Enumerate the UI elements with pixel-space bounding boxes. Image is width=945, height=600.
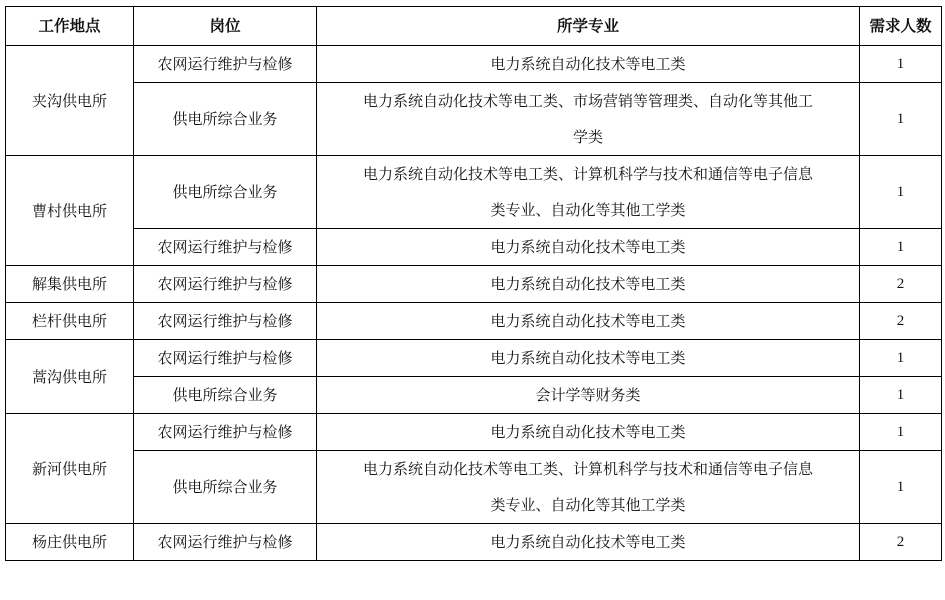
major-cell <box>317 414 860 451</box>
major-line: 类专业、自动化等其他工学类 <box>490 496 686 514</box>
major-line: 电力系统自动化技术等电工类、计算机科学与技术和通信等电子信息 <box>362 460 813 478</box>
major-line: 电力系统自动化技术等电工类 <box>490 349 686 367</box>
major-line: 电力系统自动化技术等电工类 <box>490 55 686 73</box>
location-cell: 蒿沟供电所 <box>6 340 134 414</box>
count-cell: 2 <box>860 266 942 303</box>
table-row <box>6 229 942 266</box>
major-line: 电力系统自动化技术等电工类、市场营销等管理类、自动化等其他工 <box>362 92 813 110</box>
major-cell <box>317 377 860 414</box>
major-line: 电力系统自动化技术等电工类 <box>490 238 686 256</box>
post-cell: 农网运行维护与检修 <box>134 229 317 266</box>
major-cell <box>317 524 860 561</box>
header-post: 岗位 <box>134 7 317 46</box>
post-cell: 农网运行维护与检修 <box>134 414 317 451</box>
count-cell: 1 <box>860 83 942 156</box>
post-cell: 农网运行维护与检修 <box>134 340 317 377</box>
major-line: 电力系统自动化技术等电工类 <box>490 423 686 441</box>
major-cell <box>317 83 860 156</box>
location-cell: 栏杆供电所 <box>6 303 134 340</box>
table-row <box>6 83 942 156</box>
count-cell: 1 <box>860 377 942 414</box>
location-cell: 解集供电所 <box>6 266 134 303</box>
table-row <box>6 266 942 303</box>
major-line: 电力系统自动化技术等电工类 <box>490 275 686 293</box>
major-line: 电力系统自动化技术等电工类 <box>490 533 686 551</box>
count-cell: 2 <box>860 303 942 340</box>
major-cell <box>317 451 860 524</box>
major-cell <box>317 266 860 303</box>
count-cell: 1 <box>860 229 942 266</box>
table-row <box>6 451 942 524</box>
table-row <box>6 524 942 561</box>
location-cell: 杨庄供电所 <box>6 524 134 561</box>
count-cell: 1 <box>860 414 942 451</box>
table-row <box>6 377 942 414</box>
major-line: 电力系统自动化技术等电工类 <box>490 312 686 330</box>
post-cell: 供电所综合业务 <box>134 83 317 156</box>
post-cell: 农网运行维护与检修 <box>134 303 317 340</box>
post-cell: 农网运行维护与检修 <box>134 524 317 561</box>
count-cell: 2 <box>860 524 942 561</box>
table-row <box>6 156 942 229</box>
major-line: 电力系统自动化技术等电工类、计算机科学与技术和通信等电子信息 <box>362 165 813 183</box>
location-cell: 新河供电所 <box>6 414 134 524</box>
recruitment-table <box>5 6 942 561</box>
count-cell: 1 <box>860 451 942 524</box>
post-cell: 供电所综合业务 <box>134 451 317 524</box>
major-line: 学类 <box>572 128 603 146</box>
count-cell: 1 <box>860 156 942 229</box>
header-count: 需求人数 <box>860 7 942 46</box>
post-cell: 供电所综合业务 <box>134 156 317 229</box>
post-cell: 农网运行维护与检修 <box>134 46 317 83</box>
table-row <box>6 340 942 377</box>
major-cell <box>317 303 860 340</box>
location-cell: 夹沟供电所 <box>6 46 134 156</box>
major-line: 类专业、自动化等其他工学类 <box>490 201 686 219</box>
count-cell: 1 <box>860 46 942 83</box>
location-cell: 曹村供电所 <box>6 156 134 266</box>
major-cell <box>317 229 860 266</box>
post-cell: 供电所综合业务 <box>134 377 317 414</box>
table-row <box>6 414 942 451</box>
header-row <box>6 7 942 46</box>
table-row <box>6 303 942 340</box>
count-cell: 1 <box>860 340 942 377</box>
major-cell <box>317 46 860 83</box>
table-body <box>6 46 942 561</box>
major-cell <box>317 340 860 377</box>
header-location: 工作地点 <box>6 7 134 46</box>
header-major: 所学专业 <box>317 7 860 46</box>
post-cell: 农网运行维护与检修 <box>134 266 317 303</box>
major-line: 会计学等财务类 <box>535 386 641 404</box>
major-cell <box>317 156 860 229</box>
table-row <box>6 46 942 83</box>
